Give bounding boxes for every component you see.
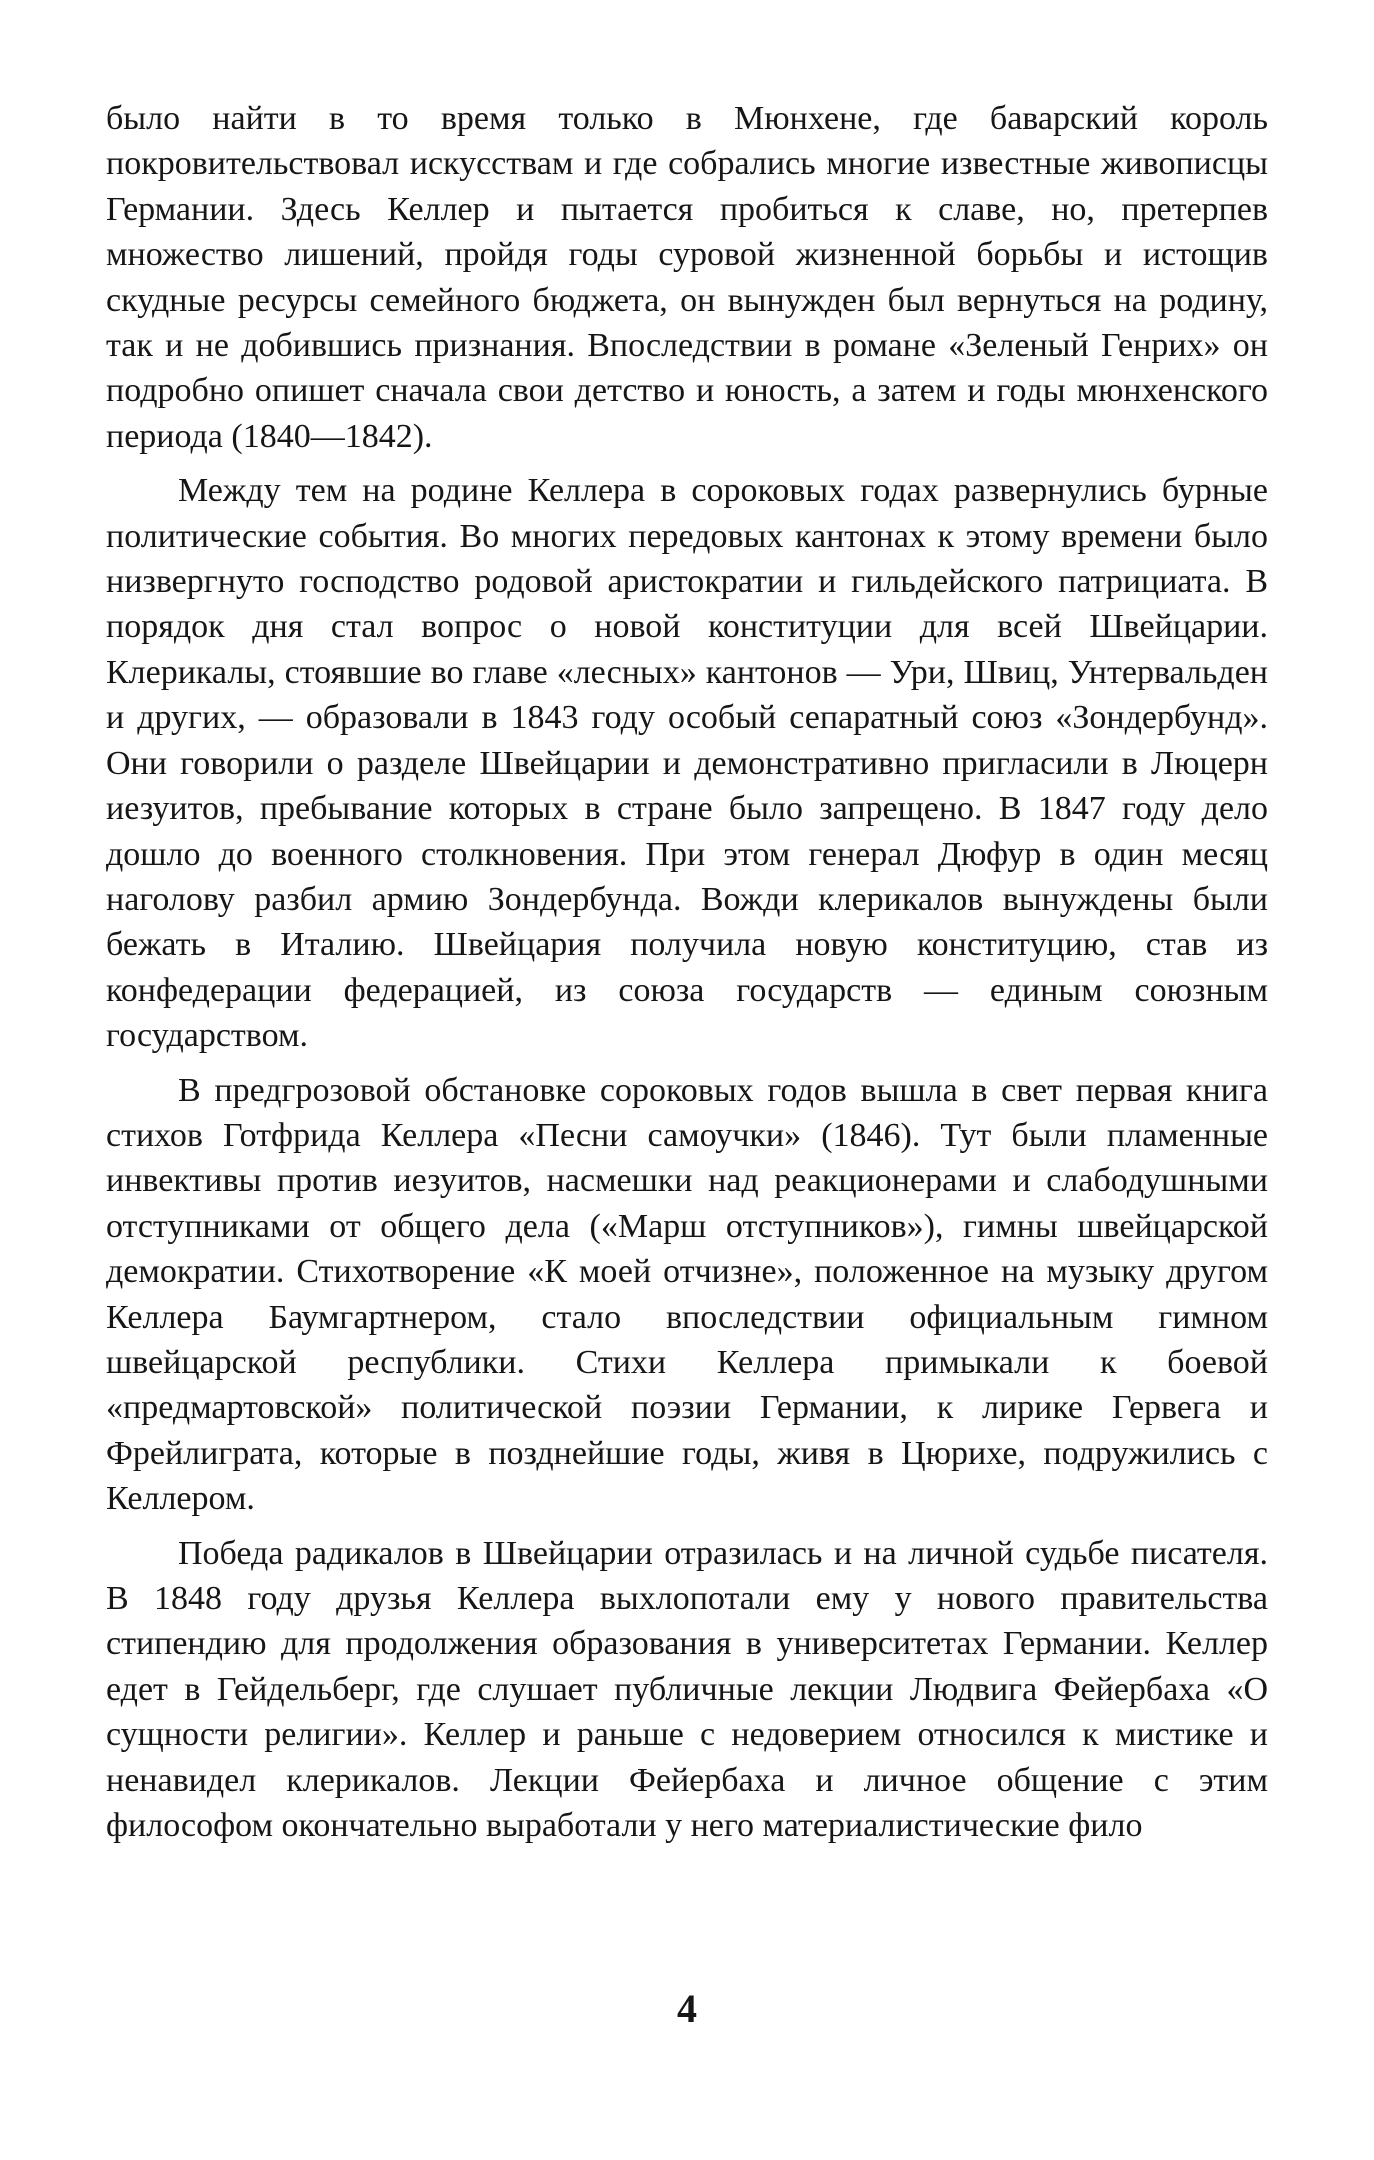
paragraph-heidelberg: Победа радикалов в Швейцарии отразилась и на личной судьбе писателя. В 1848 году друзья Келлера выхлопотали ему у нового правительства стипендию для продолжения образования в университетах Германии. Келлер едет в Гейдельберг, где слушает публичные лекции Людвига Фейербаха «О сущности религии». Келлер и раньше с недоверием относился к мистике и ненавидел клерикалов. Лекции Фейербаха и личное общение с этим философом окончательно выработали у него материалистические фило	[106, 1534, 1268, 1845]
paragraph-continuation: было найти в то время только в Мюнхене, где баварский король покровительствовал искусствам и где собрались многие известные живописцы Германии. Здесь Келлер и пытается пробиться к славе, но, претерпев множество лишений, пройдя годы суровой жизненной борьбы и истощив скудные ресурсы семейного бюджета, он вынужден был вернуться на родину, так и не добившись признания. Впоследствии в романе «Зеленый Генрих» он подробно опишет сначала свои детство и юность, а затем и годы мюнхенского периода (1840—1842).	[106, 100, 1268, 455]
paragraph-first-poems: В предгрозовой обстановке сороковых годов вышла в свет первая книга стихов Готфрида Келлера «Песни самоучки» (1846). Тут были пламенные инвективы против иезуитов, насмешки над реакционерами и слабодушными отступниками от общего дела («Марш отступников»), гимны швейцарской демократии. Стихотворение «К моей отчизне», положенное на музыку другом Келлера Баумгартнером, стало впоследствии официальным гимном швейцарской республики. Стихи Келлера примыкали к боевой «предмартовской» политической поэзии Германии, к лирике Гервега и Фрейлиграта, которые в позднейшие годы, живя в Цюрихе, подружились с Келлером.	[106, 1071, 1268, 1518]
page-body	[106, 96, 1268, 1857]
paragraph-political-events: Между тем на родине Келлера в сороковых годах развернулись бурные политические события. Во многих передовых кантонах к этому времени было низвергнуто господство родовой аристократии и гильдейского патрициата. В порядок дня стал вопрос о новой конституции для всей Швейцарии. Клерикалы, стоявшие во главе «лесных» кантонов — Ури, Швиц, Унтервальден и других, — образовали в 1843 году особый сепаратный союз «Зондербунд». Они говорили о разделе Швейцарии и демонстративно пригласили в Люцерн иезуитов, пребывание которых в стране было запрещено. В 1847 году дело дошло до военного столкновения. При этом генерал Дюфур в один месяц наголову разбил армию Зондербунда. Вожди клерикалов вынуждены были бежать в Италию. Швейцария получила новую конституцию, став из конфедерации федерацией, из союза государств — единым союзным государством.	[106, 472, 1268, 1055]
page-number: 4	[677, 1986, 697, 2031]
